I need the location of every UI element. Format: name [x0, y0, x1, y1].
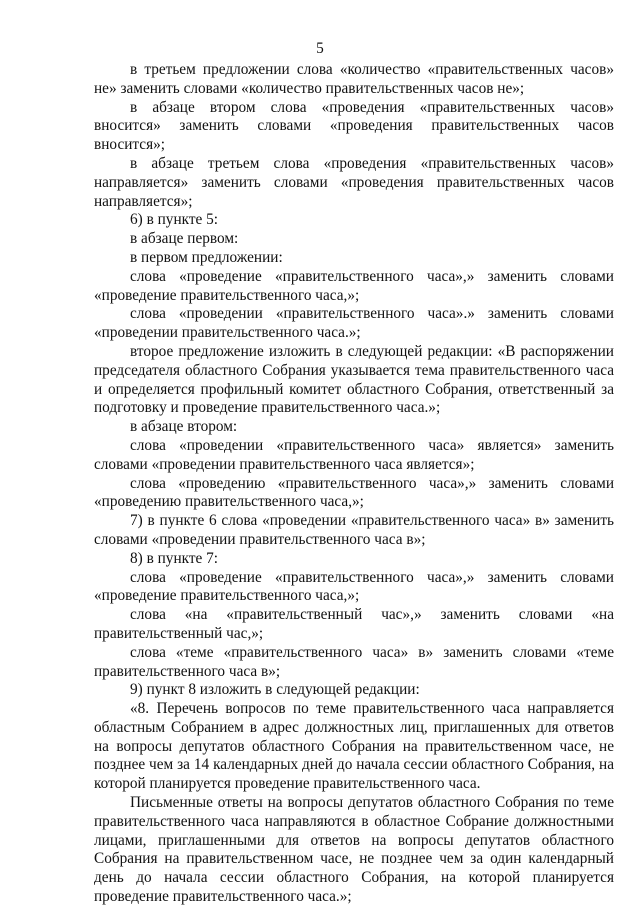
paragraph: 8) в пункте 7: — [130, 549, 219, 567]
paragraph: слова «теме «правительственного часа» в» заменить словами «теме правительственного часа в»; — [94, 643, 614, 680]
paragraph: в абзаце втором: — [130, 418, 238, 436]
document-body — [94, 61, 614, 907]
paragraph: в абзаце первом: — [130, 230, 239, 248]
paragraph: 7) в пункте 6 слова «проведении «правительственного часа» в» заменить словами «проведении правительственного часа в»; — [94, 512, 614, 548]
paragraph: 9) пункт 8 изложить в следующей редакции: — [130, 681, 420, 699]
paragraph: слова «проведении «правительственного часа».» заменить словами «проведении правительственного часа.»; — [94, 305, 614, 342]
paragraph: слова «проведение «правительственного часа»,» заменить словами «проведение правительственного часа,»; — [94, 267, 614, 304]
paragraph: в первом предложении: — [130, 248, 283, 266]
paragraph: Письменные ответы на вопросы депутатов областного Собрания по теме правительственного часа направляются в областное Собрание должностными лицами, приглашенными для ответов на вопросы депутатов областного Собрания на правительственном часе, не позднее чем за один календарный день до начала сессии областного Собрания, на которой планируется проведение правительственного часа.»; — [94, 794, 614, 906]
paragraph: слова «проведению «правительственного часа»,» заменить словами «проведению правительственного часа,»; — [94, 474, 614, 511]
paragraph: в абзаце втором слова «проведения «правительственных часов» вносится» заменить словами «проведения правительственных часов вносится»; — [94, 98, 614, 154]
paragraph: второе предложение изложить в следующей редакции: «В распоряжении председателя областного Собрания указывается тема правительственного часа и определяется профильный комитет областного Собрания, ответственный за подготовку и проведение правительственного часа.»; — [94, 342, 614, 417]
paragraph: в абзаце третьем слова «проведения «правительственных часов» направляется» заменить словами «проведения правительственных часов направляется»; — [94, 154, 614, 210]
paragraph: слова «на «правительственный час»,» заменить словами «на правительственный час,»; — [94, 606, 614, 642]
paragraph: в третьем предложении слова «количество «правительственных часов» не» заменить словами «количество правительственных часов не»; — [94, 61, 614, 97]
paragraph: слова «проведение «правительственного часа»,» заменить словами «проведение правительственного часа,»; — [94, 568, 614, 605]
paragraph: 6) в пункте 5: — [130, 211, 219, 229]
paragraph: слова «проведении «правительственного часа» является» заменить словами «проведении правительственного часа является»; — [94, 436, 614, 473]
paragraph: «8. Перечень вопросов по теме правительственного часа направляется областным Собранием в адрес должностных лиц, приглашенных для ответов на вопросы депутатов областного Собрания на правительственном часе, не позднее чем за 14 календарных дней до начала сессии областного Собрания, на которой планируется проведение правительственного часа. — [94, 700, 614, 793]
page-number: 5 — [316, 40, 324, 57]
